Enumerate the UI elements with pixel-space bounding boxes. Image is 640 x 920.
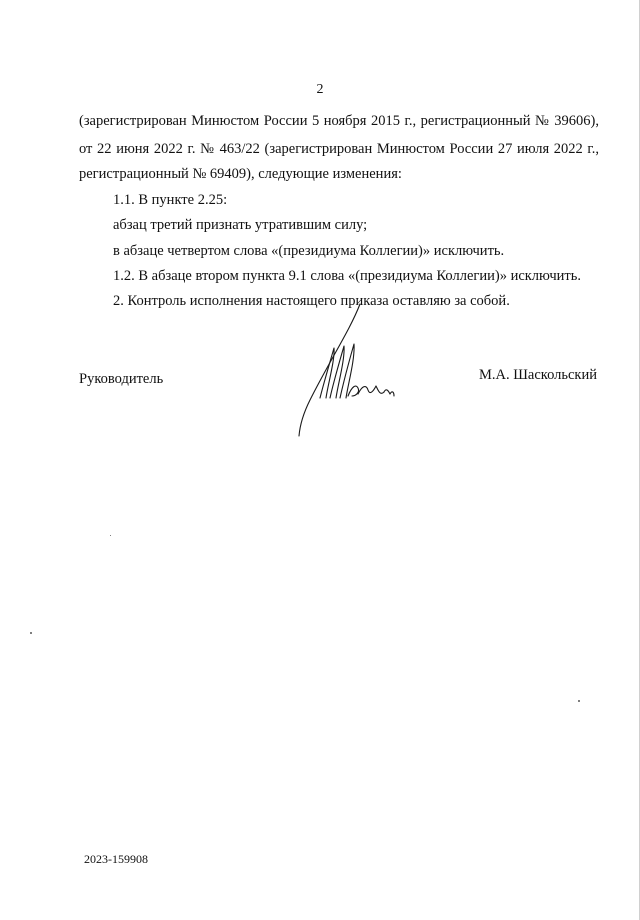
body-line-2: от 22 июня 2022 г. № 463/22 (зарегистрирован Минюстом России 27 июля 2022 г., <box>79 141 599 157</box>
signatory-title: Руководитель <box>79 371 164 387</box>
document-id: 2023-159908 <box>84 852 148 866</box>
body-line-3: регистрационный № 69409), следующие изменения: <box>79 166 402 182</box>
body-line-1: (зарегистрирован Минюстом России 5 ноября 2015 г., регистрационный № 39606), <box>79 113 599 129</box>
scan-speck <box>578 700 580 702</box>
item-1-1-paragraph-a: абзац третий признать утратившим силу; <box>113 217 368 233</box>
scan-speck <box>30 632 32 634</box>
page-number: 2 <box>316 82 324 97</box>
item-1-1-paragraph-b: в абзаце четвертом слова «(президиума Коллегии)» исключить. <box>113 243 505 259</box>
item-2: 2. Контроль исполнения настоящего приказа оставляю за собой. <box>113 293 510 309</box>
handwritten-signature <box>290 300 410 442</box>
scan-speck <box>110 535 111 536</box>
item-1-1: 1.1. В пункте 2.25: <box>113 192 228 208</box>
signatory-name: М.А. Шаскольский <box>479 367 597 383</box>
item-1-2: 1.2. В абзаце втором пункта 9.1 слова «(президиума Коллегии)» исключить. <box>113 268 581 284</box>
